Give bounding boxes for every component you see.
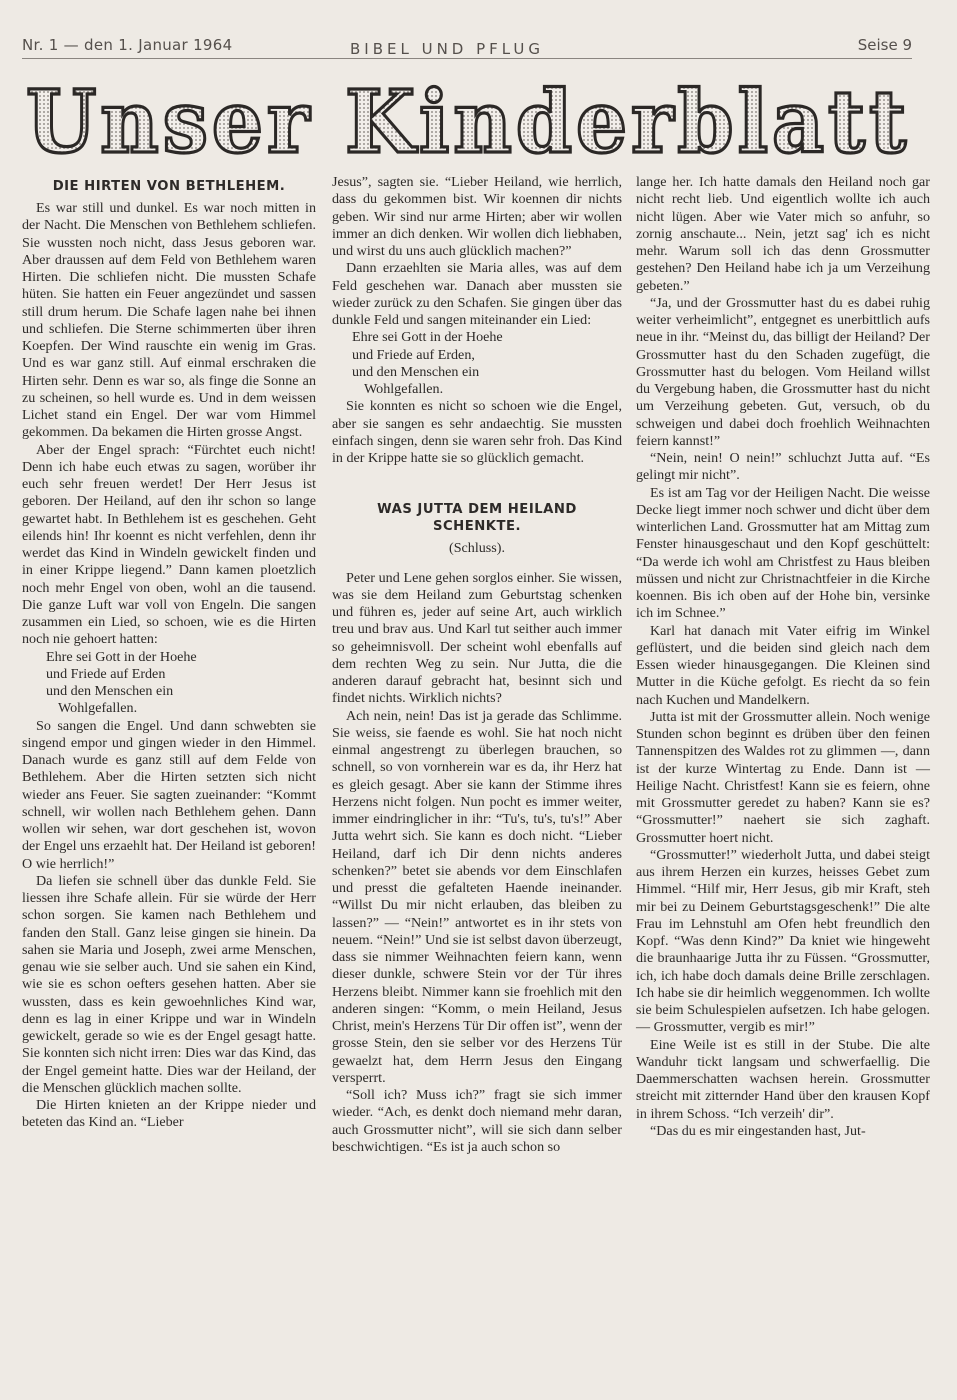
verse-line: Ehre sei Gott in der Hoehe — [46, 648, 197, 665]
paragraph: “Ja, und der Grossmutter hast du es dabei ruhig weiter verheimlicht”, entgegnet es unerbittlich aufs neue in ihr. “Meinst du, das billigt der Heiland? Der Grossmutter hast du den Schaden zugefügt, die Grossmutter hast du belogen. Vom Heiland willst du Vergebung haben, die Grossmutter hast du nicht um Verzeihung gebeten. Gut, versuch, ob du schweigen und dabei doch froehlich Weihnachten feiern kannst!” — [636, 294, 930, 449]
column-1 — [22, 174, 316, 1132]
paragraph: Da liefen sie schnell über das dunkle Feld. Sie liessen ihre Schafe allein. Für sie würde der Herr schon sorgen. Sie kamen nach Bethlehem und fanden den Stall. Ganz leise gingen sie hinein. Da sahen sie Maria und Joseph, zwei arme Menschen, genau wie sie selber auch. Und sie sahen ein Kind, wie sie es schon oefters gesehen hatten. Aber sie wussten, dass es kein gewoehnliches Kind war, denn es lag in einer Krippe und war in Windeln gewickelt, gerade so wie es der Engel gesagt hatte. Sie konnten sich nicht irren: Dies war das Kind, das der Engel gemeint hatte. Dies war der Heiland, der die Menschen glücklich machen sollte. — [22, 872, 316, 1096]
paragraph: “Soll ich? Muss ich?” fragt sie sich immer wieder. “Ach, es denkt doch niemand mehr daran, auch Grossmutter nicht”, will sie sich dann selber beschwichtigen. “Es ist ja auch schon so — [332, 1087, 622, 1155]
verse-line: und den Menschen ein — [46, 683, 174, 699]
paragraph: Es war still und dunkel. Es war noch mitten in der Nacht. Die Menschen von Bethlehem schliefen. Sie wussten noch nicht, dass Jesus geboren war. Aber draussen auf dem Feld von Bethlehem waren Hirten. Die schliefen nicht. Die mussten Schafe hüten. Sie hatten ein Feuer angezündet und sassen still drum herum. Die Schafe lagen nahe bei ihnen und schliefen. Die Sterne schimmerten über ihren Koepfen. Der Wind rauschte ein wenig im Gras. Und es war ganz still. Auf einmal erschraken die Hirten sehr. Denn es war so, als finge die Sonne an zu scheinen, so hell wurde es. Und in dem weissen Lichet stand ein Engel. Der war vom Himmel gekommen. Da bekamen die Hirten grosse Angst. — [22, 200, 316, 441]
masthead — [22, 70, 914, 170]
hymn-verse — [22, 649, 316, 718]
verse-line: und Friede auf Erden, — [352, 346, 475, 363]
paragraph: Jesus”, sagten sie. “Lieber Heiland, wie herrlich, dass du gekommen bist. Wir koennen dir nichts geben. Wir sind nur arme Hirten; aber wir wollen immer an dich denken. Wir wollen dich liebhaben, und wirst du uns auch glücklich machen?” — [332, 174, 622, 259]
column-3 — [636, 174, 930, 1140]
page-number: Seise 9 — [857, 36, 912, 54]
story-title-hirten: DIE HIRTEN VON BETHLEHEM. — [52, 179, 286, 194]
masthead-title: Unser Kinderblatt — [26, 72, 910, 170]
paragraph: Sie konnten es nicht so schoen wie die Engel, aber sie sangen es sehr andaechtig. Sie mussten einfach singen, denn sie waren sehr froh. Das Kind in der Krippe hatte sie so glücklich gemacht. — [332, 398, 622, 466]
issue-date: Nr. 1 — den 1. Januar 1964 — [22, 36, 233, 54]
paragraph: So sangen die Engel. Und dann schwebten sie singend empor und gingen wieder in den Himmel. Danach wurde es ganz still auf dem Felde von Bethlehem. Aber die Hirten setzten sich nicht wieder ans Feuer. Sie sagten zueinander: “Kommt schnell, wir wollen nach Bethlehem gehen. Dann wollen wir sehen, war dort geschehen ist, wovon der Engel uns erzaehlt hat. Der Heiland ist geboren! O wie herrlich!” — [22, 717, 316, 872]
column-2 — [332, 174, 622, 1156]
paragraph: “Nein, nein! O nein!” schluchzt Jutta auf. “Es gelingt mir nicht”. — [636, 450, 930, 484]
verse-line: Wohlgefallen. — [58, 700, 138, 717]
paragraph: Eine Weile ist es still in der Stube. Die alte Wanduhr tickt langsam und schwerfaellig. Die Daemmerschatten wachsen herein. Grossmutter streicht mit zitternder Hand über den krausen Kopf in ihrem Schoss. “Ich verzeih' dir”. — [636, 1036, 930, 1122]
paragraph: Es ist am Tag vor der Heiligen Nacht. Die weisse Decke liegt immer noch schwer und dicht über dem winterlichen Land. Grossmutter hat am Mittag zum Fenster hinausgeschaut und den Kopf geschüttelt: “Da werde ich wohl am Christfest zu Haus bleiben müssen und nicht zur Christnachtfeier in die Kirche koennen. Bis ich oben auf der Hohe bin, versinke ich im Schnee.” — [636, 484, 930, 622]
header-rule — [22, 58, 912, 59]
paragraph: lange her. Ich hatte damals den Heiland noch gar nicht recht lieb. Und eigentlich wollte ich auch nicht lügen. Aber wie Vater mich so anfuhr, so zornig anschaute... Nein, jetzt sag' ich es nicht mehr. Warum soll ich das denn Grossmutter gestehen? Den Heiland habe ich ja um Verzeihung gebeten.” — [636, 174, 930, 294]
paragraph: Peter und Lene gehen sorglos einher. Sie wissen, was sie dem Heiland zum Geburtstag schenken und führen es, jeder auf seine Art, auch wirklich treu und brav aus. Und Karl tut seither auch immer so geheimnisvoll. Der scheint wohl ebenfalls auf dem rechten Weg zu sein. Nur Jutta, die die anderen darauf gebracht hat, besinnt sich und findet nichts. Wirklich nichts? — [332, 569, 622, 707]
masthead-title-graphic — [22, 70, 914, 170]
paragraph: Dann erzaehlten sie Maria alles, was auf dem Feld geschehen war. Danach aber mussten sie wieder zurück zu den Schafen. Sie gingen über das dunkle Feld und sangen miteinander ein Lied: — [332, 260, 622, 328]
verse-line: Ehre sei Gott in der Hoehe — [352, 329, 503, 346]
verse-line: Wohlgefallen. — [364, 381, 444, 397]
paragraph: Die Hirten knieten an der Krippe nieder und beteten das Kind an. “Lieber — [22, 1097, 316, 1131]
paragraph: Jutta ist mit der Grossmutter allein. Noch wenige Stunden schon beginnt es drüben über den feinen Tannenspitzen des Waldes rot zu glimmen —, dann ist der kurze Wintertag zu Ende. Dann ist — Heilige Nacht. Christfest! Kann sie es feiern, ohne mit Grossmutter geredet zu haben? Kann sie es? “Grossmutter!” naehert sie sich zaghaft. Grossmutter hoert nicht. — [636, 708, 930, 846]
story-title-jutta: WAS JUTTA DEM HEILAND SCHENKTE. — [377, 502, 577, 535]
verse-line: und Friede auf Erden — [46, 665, 166, 682]
publication-name: BIBEL UND PFLUG — [350, 40, 545, 58]
paragraph: Aber der Engel sprach: “Fürchtet euch nicht! Denn ich habe euch etwas zu sagen, worüber ihr euch sehr freuen werdet! Der Herr Jesus ist geboren. Der Heiland, auf den ihr schon so lange gewartet habt. In Bethlehem ist es geschehen. Geht eilends hin! Ihr koennt es nicht verfehlen, denn ihr werdet das Kind in Windeln gewickelt finden und in einer Krippe liegend.” Dann kamen ploetzlich noch mehr Engel von oben, wohl an die tausend. Die ganze Luft war voll von Engeln. Die sangen zusammen ein Lied, so schoen, wie es die Hirten noch nie gehoert hatten: — [22, 441, 316, 648]
hymn-verse — [332, 329, 622, 398]
verse-line: und den Menschen ein — [352, 363, 480, 380]
paragraph: “Grossmutter!” wiederholt Jutta, und dabei steigt aus ihrem Herzen ein kurzes, heisses Gebet zum Himmel. “Hilf mir, Herr Jesus, gib mir Kraft, steh mir bei zu Deinem Geburtstagsgeschenk!” Die alte Frau im Lehnstuhl am Ofen hebt freundlich den Kopf. “Was denn Kind?” Da kniet wie hingeweht die braunhaarige Jutta ihr zu Füssen. “Grossmutter, ich, ich habe doch damals deine Brille zerschlagen. Ich habe sie dir heimlich weggenommen. Ich wollte sie beim Schulespielen aufsetzen. Ich habe gelogen. — Grossmutter, vergib es mir!” — [636, 846, 930, 1036]
paragraph: Ach nein, nein! Das ist ja gerade das Schlimme. Sie weiss, sie faende es wohl. Sie hat noch nicht einmal angestrengt zu überlegen brauchen, so schnell, so von vornherein war es da, ihr Herz hat es gleich gesagt. Aber sie kann der Stimme ihres Herzens nicht folgen. Nun pocht es immer weiter, immer eindringlicher in ihr: “Tu's, tu's, tu's!” Aber Jutta wehrt sich. Sie kann es doch nicht. “Lieber Heiland, darf ich Dir denn nichts anderes schenken?” betet sie abends vor dem Einschlafen und presst die gefalteten Haende ineinander. “Willst Du mir nicht erlauben, das bleiben zu lassen?” — “Nein!” antwortet es in ihr stets von neuem. “Nein!” Und sie ist selbst davon überzeugt, dass sie nimmer Weihnachten feiern kann, wenn dieser dunkle, schwere Stein vor der Tür ihres Herzens bleibt. Nimmer kann sie froehlich mit den anderen singen: “Komm, o mein Heiland, Jesus Christ, mein's Herzens Tür Dir offen ist”, wenn der grosse Stein, den sie selber vor des Herzens Tür gewaelzt hat, dem Herrn Jesus den Eingang versperrt. — [332, 707, 622, 1086]
story-subtitle: (Schluss). — [449, 540, 505, 557]
running-header — [22, 36, 912, 66]
paragraph: Karl hat danach mit Vater eifrig im Winkel geflüstert, und die beiden sind gleich nach dem Essen wieder hinausgegangen. Die Kleinen sind Mutter in die Küche gefolgt. Es riecht da so fein nach Kuchen und Mandelkern. — [636, 622, 930, 708]
paragraph: “Das du es mir eingestanden hast, Jut- — [650, 1122, 866, 1139]
